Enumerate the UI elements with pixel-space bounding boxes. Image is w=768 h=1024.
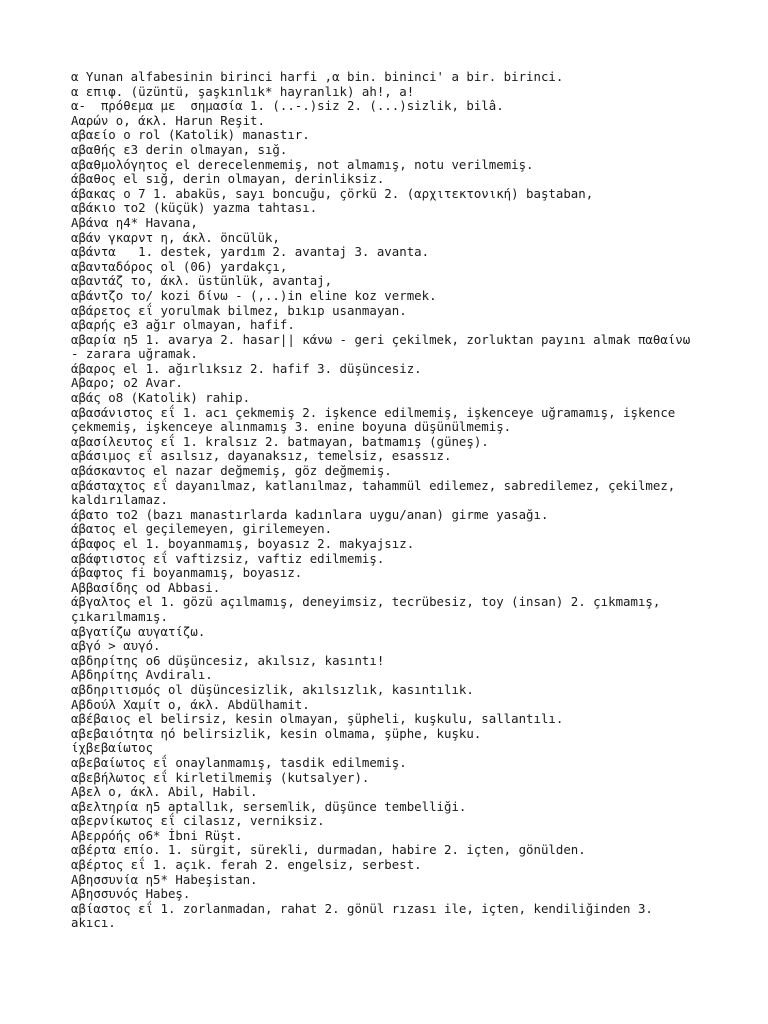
text-line: Αβησσυνία η5* Habeşistan. bbox=[71, 871, 258, 887]
text-line: αβάρετος εΐ yorulmak bilmez, bıkıp usanmayan. bbox=[71, 302, 407, 318]
text-line: çekmemiş, işkenceye alınmamış 3. enine boyuna düşünülmemiş. bbox=[71, 419, 512, 435]
text-line: άβακας ο 7 1. abaküs, sayı boncuğu, çörkü 2. (αρχιτεκτονική) baştaban, bbox=[71, 185, 594, 201]
text-line: άβαρος el 1. ağırlıksız 2. hafif 3. düşüncesiz. bbox=[71, 360, 422, 376]
text-line: αβάκιο το2 (küçük) yazma tahtası. bbox=[71, 200, 318, 216]
text-line: αβερνίκωτος εΐ cilasız, verniksiz. bbox=[71, 813, 325, 829]
text-line: çıkarılmamış. bbox=[71, 608, 168, 624]
text-line: άβαφος el 1. boyanmamış, boyasız 2. makyajsız. bbox=[71, 536, 415, 551]
text-line: αβάν γκαρντ η, άκλ. öncülük, bbox=[71, 229, 280, 245]
text-line: αβελτηρία η5 aptallık, sersemlik, düşünce tembelliği. bbox=[71, 798, 467, 814]
text-line: Αβδούλ Χαμίτ ο, άκλ. Abdülhamit. bbox=[71, 696, 310, 712]
text-line: αβαθής ε3 derin olmayan, sığ. bbox=[71, 141, 288, 157]
text-line: αβέρτα επίο. 1. sürgit, sürekli, durmadan, habire 2. içten, gönülden. bbox=[71, 842, 586, 858]
text-line: άβαθος el sığ, derin olmayan, derinliksiz. bbox=[71, 171, 385, 187]
text-line: αβανταδόρος ol (06) yardakçı, bbox=[71, 258, 288, 274]
text-line: Αβαρο; ο2 Avar. bbox=[71, 375, 183, 391]
text-line: άβγαλτος el 1. gözü açılmamış, deneyimsiz, tecrübesiz, toy (insan) 2. çıkmamış, bbox=[71, 594, 661, 610]
text-line: αβαθμολόγητος el derecelenmemiş, not almamış, notu verilmemiş. bbox=[71, 156, 534, 172]
text-line: αβασάνιστος εΐ 1. acı çekmemiş 2. işkence edilmemiş, işkenceye uğramamış, işkence bbox=[71, 404, 676, 420]
text-line: άβατο το2 (bazı manastırlarda kadınlara uygu/anan) girme yasağı. bbox=[71, 506, 549, 522]
text-line: α Yunan alfabesinin birinci harfi ,α bin. bininci' a bir. birinci. bbox=[71, 69, 564, 84]
text-line: α επιφ. (üzüntü, şaşkınlık* hayranlık) ah!, a! bbox=[71, 83, 415, 99]
text-line: αβδηρίτης ο6 düşüncesiz, akılsız, kasıntı! bbox=[71, 652, 385, 668]
text-line: αβέρτος εΐ 1. açık. ferah 2. engelsiz, serbest. bbox=[71, 857, 422, 873]
text-line: αβαρής e3 ağır olmayan, hafif. bbox=[71, 317, 295, 333]
text-line: Αβερρόής ο6* İbni Rüşt. bbox=[71, 827, 243, 843]
text-line: αβασίλευτος εΐ 1. kralsız 2. batmayan, batmamış (güneş). bbox=[71, 433, 489, 449]
text-line: αβεβαίωτος εΐ onaylanmamış, tasdik edilmemiş. bbox=[71, 754, 407, 770]
text-line: Αβελ ο, άκλ. Abil, Habil. bbox=[71, 784, 258, 800]
text-line: αβάντζο το/ kozi δίνω - (,..)in eline koz vermek. bbox=[71, 287, 437, 303]
text-line: Αβάνα η4* Havana, bbox=[71, 214, 198, 230]
text-line: άβατος el geçilemeyen, girilemeyen. bbox=[71, 521, 333, 537]
text-line: αβγατίζω αυγατίζω. bbox=[71, 623, 206, 639]
text-line: Ααρών ο, άκλ. Harun Reşit. bbox=[71, 112, 265, 128]
text-line: αβαντάζ το, άκλ. üstünlük, avantaj, bbox=[71, 273, 333, 289]
text-line: αβάντα 1. destek, yardım 2. avantaj 3. avanta. bbox=[71, 244, 430, 260]
text-line: αβάσταχτος εΐ dayanılmaz, katlanılmaz, tahammül edilemez, sabredilemez, çekilmez, bbox=[71, 477, 676, 493]
text-line: αβαείο ο rol (Katolik) manastır. bbox=[71, 127, 310, 143]
text-line: Αβδηρίτης Avdiralı. bbox=[71, 667, 213, 683]
document-page bbox=[71, 70, 711, 931]
text-line: αβάσκαντος el nazar değmemiş, göz değmemiş. bbox=[71, 463, 392, 479]
text-line: αβάς ο8 (Katolik) rahip. bbox=[71, 390, 251, 406]
text-line: αβάφτιστος εΐ vaftizsiz, vaftiz edilmemiş. bbox=[71, 550, 385, 566]
text-line: ίχβεβαίωτος bbox=[71, 740, 154, 756]
text-line: Αββασίδης od Abbasi. bbox=[71, 579, 221, 595]
text-line: kaldırılamaz. bbox=[71, 492, 168, 508]
text-line: - zarara uğramak. bbox=[71, 346, 198, 362]
text-line: αβεβήλωτος εΐ kirletilmemiş (kutsalyer). bbox=[71, 769, 370, 785]
text-line: akıcı. bbox=[71, 915, 116, 931]
text-line: αβέβαιος el belirsiz, kesin olmayan, şüpheli, kuşkulu, sallantılı. bbox=[71, 711, 564, 727]
text-line: αβεβαιότητα ηό belirsizlik, kesin olmama, şüphe, kuşku. bbox=[71, 725, 482, 741]
text-line: α- πρόθεμα με σημασία 1. (..-.)siz 2. (...)sizlik, bilâ. bbox=[71, 98, 504, 114]
text-line: αβαρία η5 1. avarya 2. hasar|| κάνω - geri çekilmek, zorluktan payını almak παθαίνω bbox=[71, 331, 691, 347]
text-line: αβδηριτισμός ol düşüncesizlik, akılsızlık, kasıntılık. bbox=[71, 681, 474, 697]
text-line: αβάσιμος εΐ asılsız, dayanaksız, temelsiz, esassız. bbox=[71, 448, 452, 464]
text-line: άβαφτος fi boyanmamış, boyasız. bbox=[71, 565, 303, 581]
text-line: αβγό > αυγό. bbox=[71, 638, 161, 654]
text-line: αβίαστος εΐ 1. zorlanmadan, rahat 2. gönül rızası ile, içten, kendiliğinden 3. bbox=[71, 900, 653, 916]
text-line: Αβησσυνός Habeş. bbox=[71, 886, 191, 902]
